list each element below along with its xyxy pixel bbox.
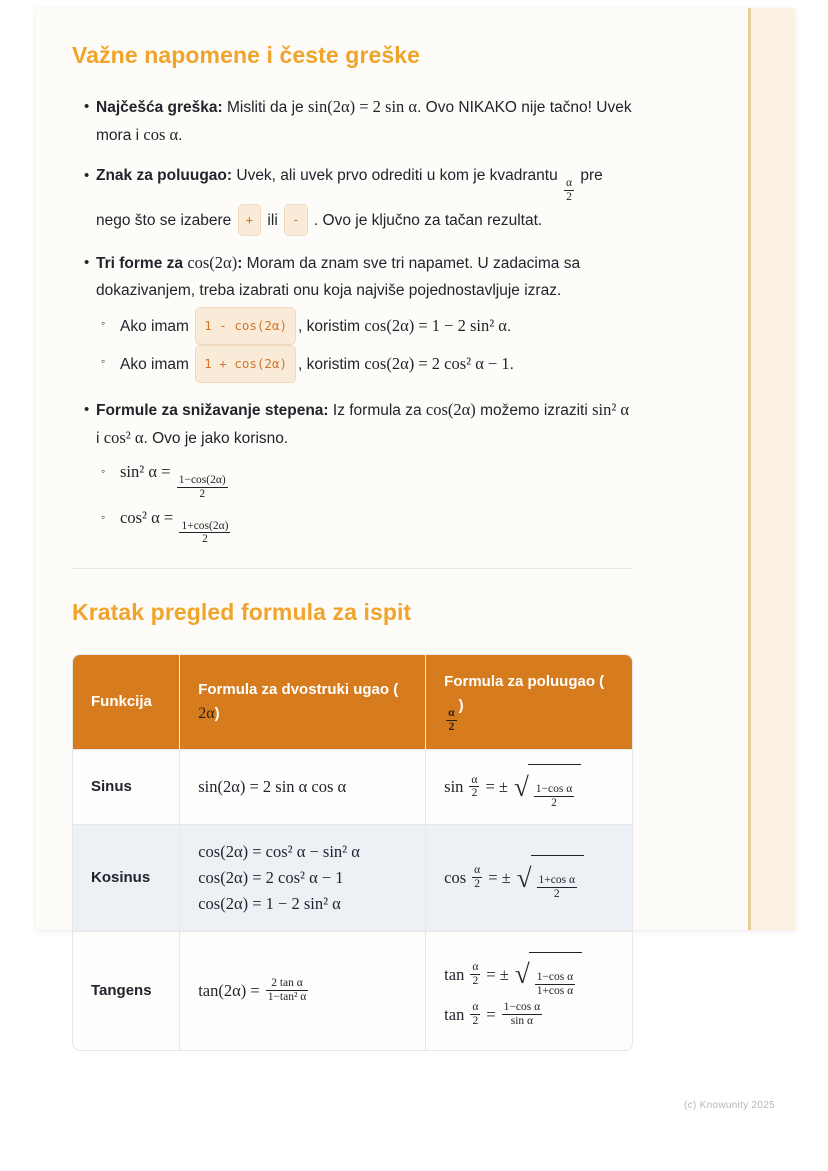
lead-bold: Znak za poluugao: bbox=[96, 167, 233, 184]
math-lhs: sin² α = bbox=[120, 461, 171, 481]
col-header-funkcija: Funkcija bbox=[73, 655, 179, 749]
text-run: , koristim bbox=[298, 317, 365, 335]
text-run: Moram da znam sve tri napamet. U zadacima sa dokazivanjem, treba izabrati onu koja najviše pojednostavljuje izraz. bbox=[96, 254, 581, 299]
formula-table bbox=[72, 654, 633, 1050]
math-inline: cos(2α) bbox=[425, 399, 476, 419]
math-inline: sin² α bbox=[592, 399, 630, 419]
text-run: Ako imam bbox=[120, 355, 194, 373]
fraction: $\frac{1+\cos(2\alpha)}{2}$ bbox=[181, 519, 229, 546]
cell-tangens-half: tan $\frac{\alpha}{2}$ = ± √ $\frac{\text{1−cos α}}{\text{1+cos α}}$ tan $\frac{\alpha}{2}$ = $\frac{\text{1−cos α}}{\text{sin α}}$ bbox=[425, 931, 632, 1050]
table-row-kosinus bbox=[73, 824, 632, 931]
square-root: √ $\frac{\text{1−cos α}}{2}$ bbox=[514, 764, 581, 810]
lead-bold: Tri forme za bbox=[96, 254, 188, 272]
radical-icon: √ bbox=[514, 959, 530, 990]
lead-bold: Formule za snižavanje stepena: bbox=[96, 401, 329, 419]
text-run: ili bbox=[263, 211, 283, 229]
radical-icon: √ bbox=[516, 862, 532, 893]
document-card bbox=[36, 8, 795, 1027]
square-root: √ $\frac{\text{1−cos α}}{\text{1+cos α}}$ bbox=[515, 952, 582, 998]
code-chip-plus: + bbox=[238, 204, 262, 236]
text-run: Misliti da je bbox=[222, 99, 308, 116]
col-header-poluugao: Formula za poluugao ( $\frac{\alpha}{2}$ ) bbox=[425, 655, 632, 749]
sub-bullet-icon: ◦ bbox=[101, 509, 106, 524]
sub-item-text bbox=[120, 307, 633, 345]
list-item-text bbox=[96, 396, 633, 547]
sub-item-sin-squared bbox=[96, 455, 633, 501]
fraction-alpha-half: $\frac{\alpha}{2}$ bbox=[472, 961, 479, 988]
text-run: . bbox=[509, 355, 514, 373]
sub-item-text bbox=[120, 345, 633, 383]
text-run: . bbox=[178, 127, 183, 144]
section-divider bbox=[72, 568, 633, 569]
square-root: √ $\frac{\text{1+cos α}}{2}$ bbox=[517, 855, 584, 901]
math-inline: cos(2α) bbox=[187, 252, 238, 272]
list-item-text bbox=[96, 249, 633, 383]
text-run: pre nego što se izabere bbox=[96, 167, 603, 229]
sub-item-plus-form bbox=[96, 345, 633, 383]
table-row-tangens bbox=[73, 931, 632, 1050]
fraction: $\frac{1-\cos(2\alpha)}{2}$ bbox=[178, 473, 226, 500]
code-chip-1-plus-cos2a: 1 + cos(2α) bbox=[195, 345, 296, 383]
list-item-tri-forme bbox=[72, 249, 633, 383]
text-run: Iz formula za bbox=[328, 401, 426, 419]
side-accent-bar bbox=[748, 8, 795, 930]
math-lhs: cos² α = bbox=[120, 507, 174, 527]
sub-bullet-icon: ◦ bbox=[101, 315, 106, 330]
sub-item-text bbox=[120, 455, 633, 501]
list-item-znak-za-poluugao bbox=[72, 162, 633, 236]
cell-tangens-double: tan(2α) = $\frac{\text{2 tan α}}{\text{1−tan² α}}$ bbox=[179, 931, 425, 1050]
cell-sinus-double: sin(2α) = 2 sin α cos α bbox=[179, 749, 425, 824]
fraction-alpha-half: $\frac{\alpha}{2}$ bbox=[474, 864, 481, 891]
sub-list bbox=[96, 307, 633, 383]
lead-bold: Najčešća greška: bbox=[96, 99, 223, 116]
list-item-text bbox=[96, 93, 633, 149]
notes-list bbox=[72, 93, 633, 546]
cell-kosinus-double: cos(2α) = cos² α − sin² α cos(2α) = 2 cos² α − 1 cos(2α) = 1 − 2 sin² α bbox=[179, 824, 425, 931]
list-item-najcesca-greska bbox=[72, 93, 633, 149]
section-title-pregled: Kratak pregled formula za ispit bbox=[72, 599, 412, 626]
copyright-text: (c) Knowunity 2025 bbox=[683, 1100, 775, 1111]
fraction-alpha-half: $\frac{\alpha}{2}$ bbox=[471, 773, 478, 800]
sub-item-text bbox=[120, 501, 633, 547]
code-chip-1-minus-cos2a: 1 - cos(2α) bbox=[195, 307, 296, 345]
text-run: i bbox=[96, 429, 104, 447]
text-run: . Ovo NIKAKO nije tačno! Uvek mora i bbox=[96, 99, 632, 144]
table-row-sinus bbox=[73, 749, 632, 824]
sub-bullet-icon: ◦ bbox=[101, 463, 106, 478]
text-run: . Ovo je jako korisno. bbox=[143, 429, 289, 447]
math-inline: cos(2α) = 1 − 2 sin² α bbox=[364, 315, 507, 335]
lead-bold: : bbox=[237, 254, 243, 272]
col-header-dvostruki-ugao: Formula za dvostruki ugao ( 2α) bbox=[179, 655, 425, 749]
bullet-icon: • bbox=[84, 98, 90, 115]
cell-kosinus-half: cos $\frac{\alpha}{2}$ = ± √ $\frac{\text{1+cos α}}{2}$ bbox=[425, 824, 632, 931]
cell-function-name: Kosinus bbox=[73, 824, 179, 931]
bullet-icon: • bbox=[84, 400, 90, 418]
table-header-row bbox=[73, 655, 632, 749]
text-run: možemo izraziti bbox=[475, 401, 593, 419]
bullet-icon: • bbox=[84, 253, 90, 271]
text-run: . bbox=[506, 317, 512, 335]
fraction: $\frac{\text{2 tan α}}{\text{1−tan² α}}$ bbox=[267, 977, 307, 1004]
text-run: . Ovo je ključno za tačan rezultat. bbox=[309, 211, 543, 229]
cell-sinus-half: sin $\frac{\alpha}{2}$ = ± √ $\frac{\text{1−cos α}}{2}$ bbox=[425, 749, 632, 824]
math-inline: 2α bbox=[198, 705, 215, 723]
code-chip-minus: - bbox=[284, 204, 308, 236]
math-inline: cos(2α) = 2 cos² α − 1 bbox=[364, 353, 510, 373]
sub-item-minus-form bbox=[96, 307, 633, 345]
fraction-alpha-half: $\frac{\alpha}{2}$ bbox=[566, 177, 573, 203]
math-inline: sin(2α) = 2 sin α bbox=[307, 97, 418, 116]
section-title-napomene: Važne napomene i česte greške bbox=[72, 42, 421, 68]
sub-item-cos-squared bbox=[96, 501, 633, 547]
sub-bullet-icon: ◦ bbox=[101, 353, 106, 368]
fraction: $\frac{\text{1−cos α}}{\text{sin α}}$ bbox=[503, 1001, 541, 1027]
fraction-alpha-half: $\frac{\alpha}{2}$ bbox=[472, 1001, 479, 1027]
sub-list bbox=[96, 455, 633, 547]
bullet-icon: • bbox=[84, 167, 90, 184]
text-run: Uvek, ali uvek prvo odrediti u kom je kvadrantu bbox=[232, 167, 563, 184]
cell-function-name: Tangens bbox=[73, 931, 179, 1050]
list-item-text bbox=[96, 162, 633, 236]
fraction-alpha-half: $\frac{\alpha}{2}$ bbox=[448, 707, 455, 734]
document-content bbox=[72, 42, 633, 1051]
math-inline: cos² α bbox=[103, 427, 144, 447]
radical-icon: √ bbox=[513, 771, 529, 802]
math-inline: cos α bbox=[143, 125, 179, 144]
cell-function-name: Sinus bbox=[73, 749, 179, 824]
text-run: Ako imam bbox=[120, 317, 194, 335]
text-run: , koristim bbox=[298, 355, 365, 373]
list-item-snizavanje-stepena bbox=[72, 396, 633, 547]
